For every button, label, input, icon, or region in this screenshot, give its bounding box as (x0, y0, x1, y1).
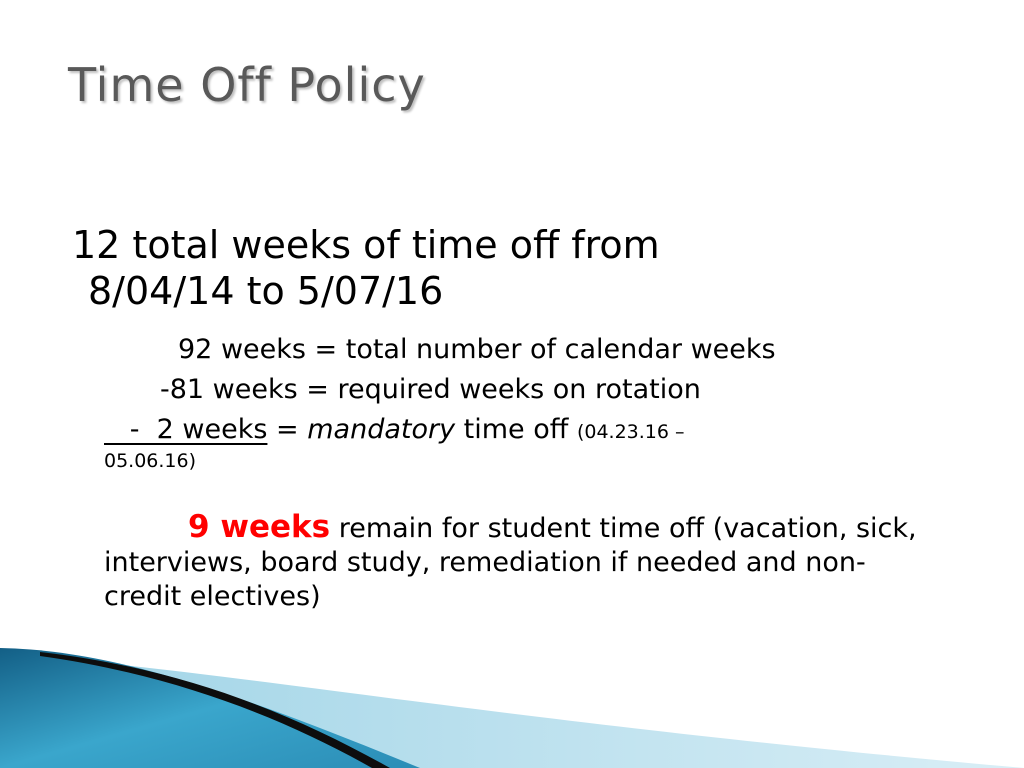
main-bullet-line-2: 8/04/14 to 5/07/16 (88, 269, 444, 313)
slide-title: Time Off Policy (68, 58, 426, 112)
mandatory-word: mandatory (307, 414, 456, 445)
main-bullet-line-1: 12 total weeks of time off from (72, 223, 660, 267)
remaining-weeks-highlight: 9 weeks (188, 509, 331, 545)
mandatory-weeks-amount: - 2 weeks (104, 414, 268, 445)
calendar-weeks-line: 92 weeks = total number of calendar weeks (178, 334, 776, 365)
remaining-weeks-text: remain for student time off (vacation, sick, interviews, board study, remediation if needed and non-credit electives) (104, 513, 917, 612)
rotation-weeks-line: -81 weeks = required weeks on rotation (160, 374, 701, 405)
mandatory-equals: = (267, 414, 308, 445)
mandatory-time-off: time off (455, 414, 577, 445)
mandatory-dates-end: 05.06.16) (104, 450, 197, 472)
mandatory-dates-start: (04.23.16 – (576, 421, 685, 443)
